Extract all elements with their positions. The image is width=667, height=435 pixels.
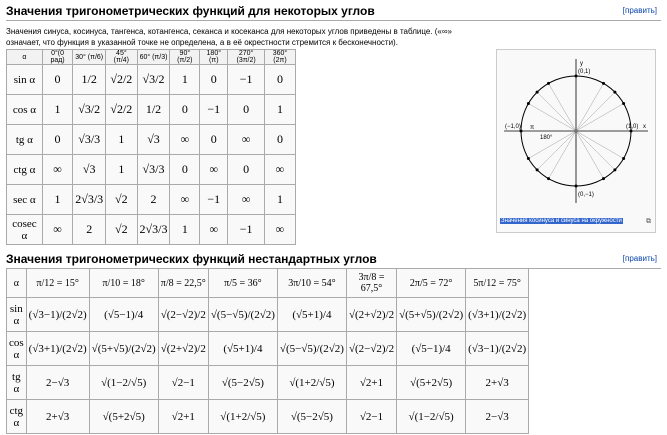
value-cell: √(5−2√5) — [277, 400, 346, 434]
value-cell: (√5+1)/4 — [277, 298, 346, 332]
row-label: sin α — [7, 65, 43, 95]
table-row — [7, 298, 529, 332]
table-row — [7, 366, 529, 400]
value-cell: 0 — [170, 95, 200, 125]
value-cell: √3 — [137, 125, 170, 155]
value-cell: 1 — [106, 155, 137, 185]
value-cell: √(5+2√5) — [397, 366, 466, 400]
value-cell: 0 — [200, 125, 228, 155]
angle-label-pi: π — [530, 125, 535, 131]
row-label: cos α — [7, 95, 43, 125]
value-cell: ∞ — [170, 125, 200, 155]
value-cell: 0 — [264, 65, 295, 95]
angle-label-180: 180° — [540, 135, 553, 141]
value-cell: 2 — [73, 215, 106, 245]
value-cell: 0 — [42, 125, 72, 155]
value-cell: √(2+√2)/2 — [158, 332, 208, 366]
x-axis-label: x — [643, 124, 646, 130]
value-cell: (√5+1)/4 — [208, 332, 277, 366]
value-cell: 0 — [200, 65, 228, 95]
row-label: tg α — [7, 125, 43, 155]
value-cell: 2 — [137, 185, 170, 215]
section-heading-nonstandard — [6, 252, 661, 269]
value-cell: 1 — [42, 185, 72, 215]
figure-caption: Значения косинуса и синуса на окружности — [501, 218, 622, 224]
value-cell: 0 — [42, 65, 72, 95]
header-cell: α — [7, 269, 27, 298]
value-cell: 2√3/3 — [73, 185, 106, 215]
row-label: sin α — [7, 298, 27, 332]
value-cell: √2 — [106, 215, 137, 245]
unit-circle-figure — [496, 49, 656, 233]
header-cell: 270° (3π/2) — [228, 50, 265, 65]
value-cell: √(2+√2)/2 — [346, 298, 396, 332]
row-label: tg α — [7, 366, 27, 400]
nonstandard-angles-table — [6, 268, 529, 434]
section-title: Значения тригонометрических функций для некоторых углов — [6, 4, 375, 18]
value-cell: ∞ — [264, 155, 295, 185]
value-cell: √3/3 — [137, 155, 170, 185]
value-cell: ∞ — [42, 215, 72, 245]
unit-circle-diagram — [500, 53, 652, 215]
value-cell: ∞ — [228, 185, 265, 215]
edit-link[interactable]: [править] — [622, 6, 657, 15]
edit-link[interactable]: [править] — [622, 254, 657, 263]
y-axis-label: y — [580, 61, 583, 67]
value-cell: 1 — [264, 185, 295, 215]
value-cell: −1 — [200, 185, 228, 215]
value-cell: √(5−√5)/(2√2) — [277, 332, 346, 366]
intro-paragraph: Значения синуса, косинуса, тангенса, котангенса, секанса и косеканса для некоторых углов приведены в таблице. («∞» означает, что функция в указанной точке не определена, а в её окрестности стремится к бесконечности). — [6, 27, 453, 47]
value-cell: √(2−√2)/2 — [158, 298, 208, 332]
value-cell: √(1−2/√5) — [397, 400, 466, 434]
value-cell: √(5+2√5) — [89, 400, 158, 434]
value-cell: √2/2 — [106, 65, 137, 95]
header-cell: 2π/5 = 72° — [397, 269, 466, 298]
header-cell: α — [7, 50, 43, 65]
value-cell: √2−1 — [346, 400, 396, 434]
header-cell: 0°(0 рад) — [42, 50, 72, 65]
value-cell: ∞ — [42, 155, 72, 185]
table-row — [7, 400, 529, 434]
value-cell: √2/2 — [106, 95, 137, 125]
header-cell: 90° (π/2) — [170, 50, 200, 65]
value-cell: √(1+2/√5) — [277, 366, 346, 400]
value-cell: 2−√3 — [466, 400, 529, 434]
value-cell: √(2−√2)/2 — [346, 332, 396, 366]
table-row — [7, 155, 296, 185]
header-cell: 45° (π/4) — [106, 50, 137, 65]
value-cell: √(1+2/√5) — [208, 400, 277, 434]
value-cell: ∞ — [170, 185, 200, 215]
header-cell: 60° (π/3) — [137, 50, 170, 65]
header-cell: 5π/12 = 75° — [466, 269, 529, 298]
value-cell: 1 — [42, 95, 72, 125]
value-cell: 1 — [264, 95, 295, 125]
value-cell: √2+1 — [346, 366, 396, 400]
table-row — [7, 332, 529, 366]
value-cell: 2√3/3 — [137, 215, 170, 245]
enlarge-icon[interactable]: ⧉ — [646, 218, 651, 225]
row-label: cos α — [7, 332, 27, 366]
point-label-bottom: (0,−1) — [578, 192, 594, 198]
row-label: ctg α — [7, 155, 43, 185]
header-cell: 3π/8 = 67,5° — [346, 269, 396, 298]
value-cell: 1 — [170, 65, 200, 95]
point-label-top: (0,1) — [578, 69, 591, 75]
value-cell: 2+√3 — [26, 400, 89, 434]
value-cell: (√3−1)/(2√2) — [26, 298, 89, 332]
value-cell: −1 — [228, 65, 265, 95]
header-cell: 180° (π) — [200, 50, 228, 65]
value-cell: (√5−1)/4 — [397, 332, 466, 366]
table-row — [7, 185, 296, 215]
row-label: cosec α — [7, 215, 43, 245]
value-cell: √3/2 — [73, 95, 106, 125]
header-cell: π/12 = 15° — [26, 269, 89, 298]
value-cell: √2+1 — [158, 400, 208, 434]
section-heading-standard — [6, 4, 661, 21]
header-cell: π/10 = 18° — [89, 269, 158, 298]
value-cell: 0 — [264, 125, 295, 155]
value-cell: (√3+1)/(2√2) — [466, 298, 529, 332]
header-cell: 3π/10 = 54° — [277, 269, 346, 298]
value-cell: √(1−2/√5) — [89, 366, 158, 400]
value-cell: 0 — [228, 155, 265, 185]
value-cell: √3 — [73, 155, 106, 185]
value-cell: 1/2 — [137, 95, 170, 125]
value-cell: ∞ — [200, 215, 228, 245]
table-row — [7, 65, 296, 95]
value-cell: −1 — [228, 215, 265, 245]
header-cell: 360° (2π) — [264, 50, 295, 65]
value-cell: ∞ — [228, 125, 265, 155]
value-cell: (√5−1)/4 — [89, 298, 158, 332]
table-row — [7, 215, 296, 245]
header-cell: 30° (π/6) — [73, 50, 106, 65]
value-cell: 2−√3 — [26, 366, 89, 400]
point-label-right: (1,0) — [626, 124, 639, 130]
value-cell: 0 — [170, 155, 200, 185]
value-cell: (√3−1)/(2√2) — [466, 332, 529, 366]
value-cell: √(5−2√5) — [208, 366, 277, 400]
section-title: Значения тригонометрических функций нестандартных углов — [6, 252, 377, 266]
value-cell: 1 — [170, 215, 200, 245]
header-cell: π/8 = 22,5° — [158, 269, 208, 298]
table-header-row — [7, 269, 529, 298]
value-cell: ∞ — [264, 215, 295, 245]
header-cell: π/5 = 36° — [208, 269, 277, 298]
value-cell: √(5−√5)/(2√2) — [208, 298, 277, 332]
standard-angles-table — [6, 49, 296, 245]
value-cell: 1 — [106, 125, 137, 155]
value-cell: ∞ — [200, 155, 228, 185]
row-label: sec α — [7, 185, 43, 215]
row-label: ctg α — [7, 400, 27, 434]
value-cell: (√3+1)/(2√2) — [26, 332, 89, 366]
value-cell: 2+√3 — [466, 366, 529, 400]
value-cell: 0 — [228, 95, 265, 125]
value-cell: 1/2 — [73, 65, 106, 95]
point-label-left: (−1,0) — [505, 124, 521, 130]
value-cell: √(5+√5)/(2√2) — [89, 332, 158, 366]
value-cell: √3/2 — [137, 65, 170, 95]
table-row — [7, 125, 296, 155]
value-cell: √2−1 — [158, 366, 208, 400]
table-row — [7, 95, 296, 125]
value-cell: −1 — [200, 95, 228, 125]
value-cell: √2 — [106, 185, 137, 215]
value-cell: √(5+√5)/(2√2) — [397, 298, 466, 332]
table-header-row — [7, 50, 296, 65]
value-cell: √3/3 — [73, 125, 106, 155]
